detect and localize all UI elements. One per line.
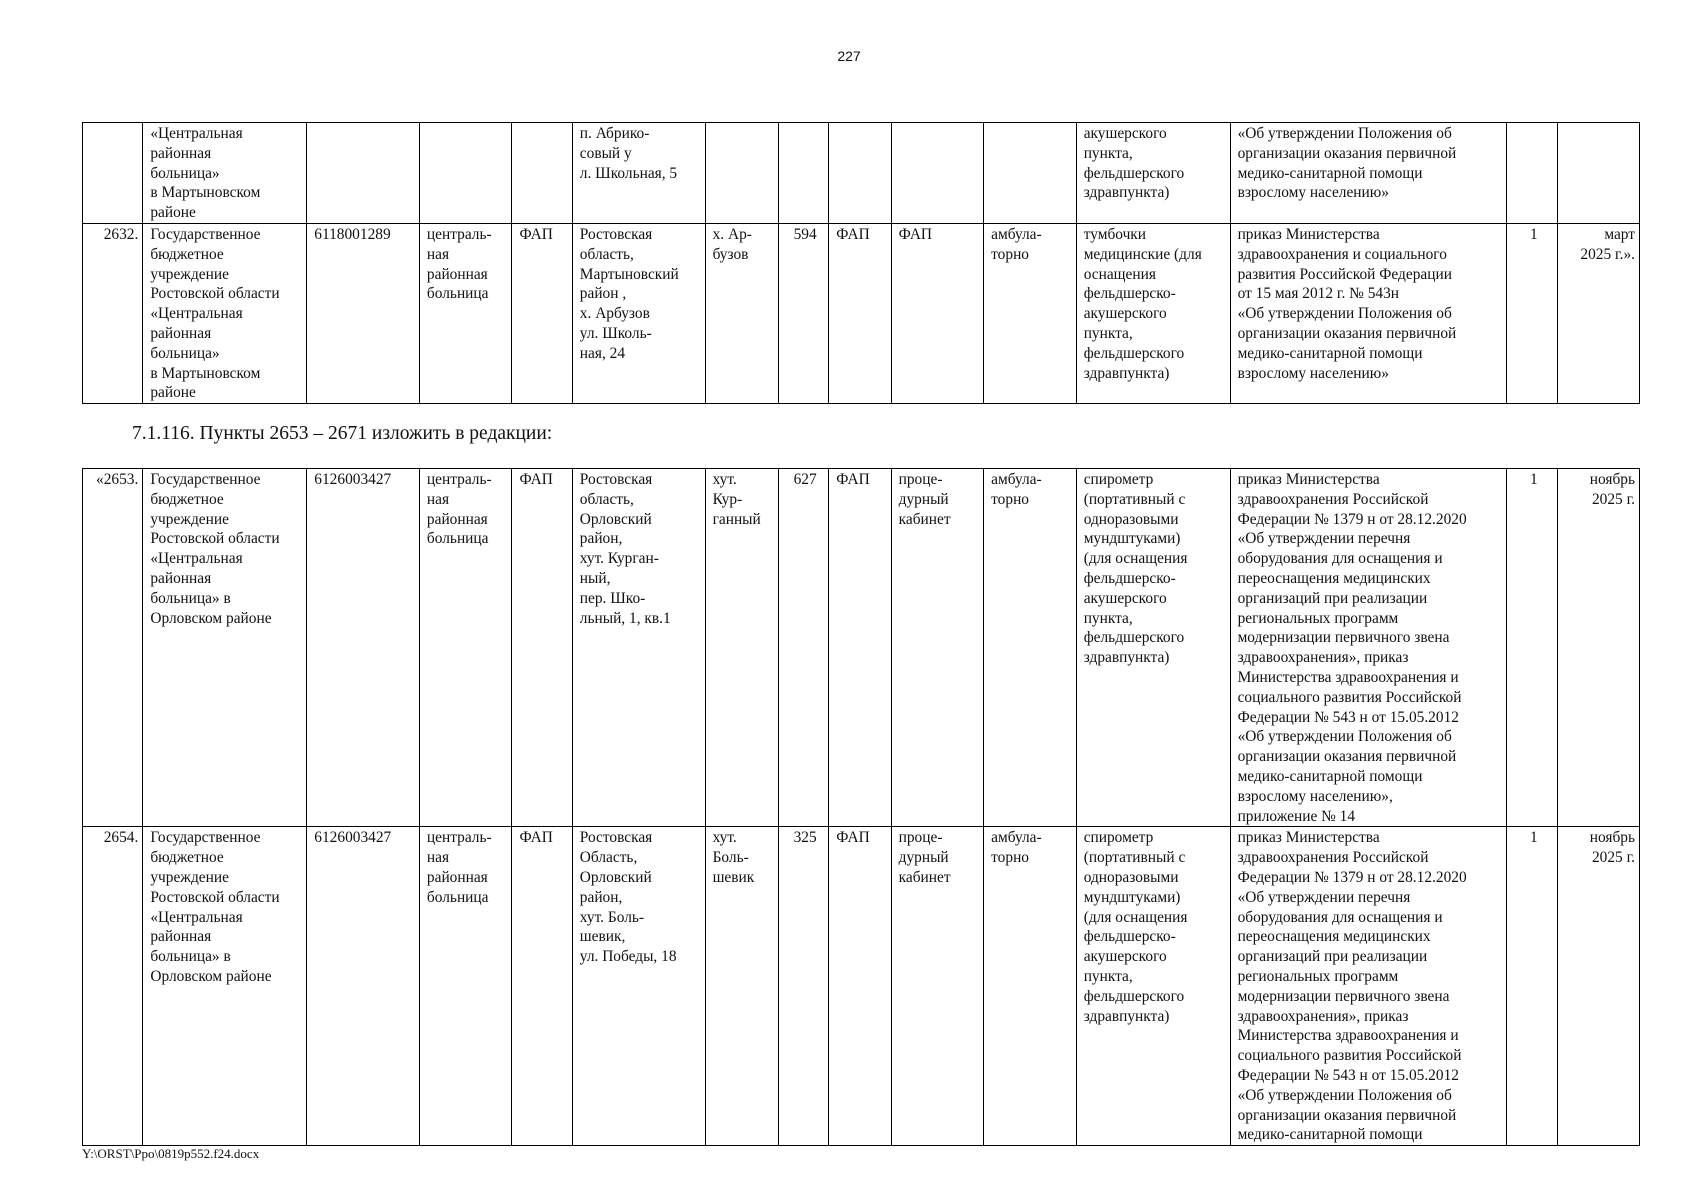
- population-cell: 627: [778, 469, 828, 827]
- equipment-table-continued: [82, 122, 1640, 404]
- room-cell: ФАП: [891, 223, 984, 403]
- address-cell: Ростовская область, Мартыновский район , х. Арбузов ул. Школь- ная, 24: [572, 223, 705, 403]
- equipment-cell: спирометр (портативный с одноразовыми мундштуками) (для оснащения фельдшерско- акушерского пункта, фельдшерского здравпункта): [1076, 827, 1230, 1146]
- legal-basis-cell: приказ Министерства здравоохранения и социального развития Российской Федерации от 15 мая 2012 г. № 543н «Об утверждении Положения об организации оказания первичной медико-санитарной помощи взрослому населению»: [1230, 223, 1507, 403]
- equipment-cell: тумбочки медицинские (для оснащения фельдшерско- акушерского пункта, фельдшерского здравпункта): [1076, 223, 1230, 403]
- institution-type-cell: централь- ная районная больница: [419, 469, 512, 827]
- quantity-cell: 1: [1507, 223, 1558, 403]
- institution-type-cell: централь- ная районная больница: [419, 827, 512, 1146]
- address-cell: Ростовская область, Орловский район, хут. Курган- ный, пер. Шко- льный, 1, кв.1: [572, 469, 705, 827]
- footer-file-path: Y:\ORST\Ppo\0819p552.f24.docx: [82, 1146, 260, 1161]
- table-row: [83, 469, 1640, 827]
- facility-type-cell: ФАП: [512, 827, 572, 1146]
- facility-type-cell: [512, 123, 572, 224]
- deadline-cell: ноябрь 2025 г.: [1558, 469, 1640, 827]
- room-cell: проце- дурный кабинет: [891, 827, 984, 1146]
- deadline-cell: ноябрь 2025 г.: [1558, 827, 1640, 1146]
- inn-cell: 6126003427: [307, 827, 420, 1146]
- deadline-cell: [1558, 123, 1640, 224]
- table-row: [83, 223, 1640, 403]
- legal-basis-cell: приказ Министерства здравоохранения Российской Федерации № 1379 н от 28.12.2020 «Об утверждении перечня оборудования для оснащения и переоснащения медицинских организаций при реализации региональных программ модернизации первичного звена здравоохранения», приказ Министерства здравоохранения и социального развития Российской Федерации № 543 н от 15.05.2012 «Об утверждении Положения об организации оказания первичной медико-санитарной помощи: [1230, 827, 1507, 1146]
- population-cell: 594: [778, 223, 828, 403]
- institution-cell: Государственное бюджетное учреждение Ростовской области «Центральная районная больница» в Орловском районе: [143, 827, 307, 1146]
- equipment-cell: спирометр (портативный с одноразовыми мундштуками) (для оснащения фельдшерско- акушерского пункта, фельдшерского здравпункта): [1076, 469, 1230, 827]
- population-cell: 325: [778, 827, 828, 1146]
- locality-cell: хут. Кур- ганный: [705, 469, 778, 827]
- locality-cell: [705, 123, 778, 224]
- population-cell: [778, 123, 828, 224]
- equipment-cell: акушерского пункта, фельдшерского здравпункта): [1076, 123, 1230, 224]
- legal-basis-cell: приказ Министерства здравоохранения Российской Федерации № 1379 н от 28.12.2020 «Об утверждении перечня оборудования для оснащения и переоснащения медицинских организаций при реализации региональных программ модернизации первичного звена здравоохранения», приказ Министерства здравоохранения и социального развития Российской Федерации № 543 н от 15.05.2012 «Об утверждении Положения об организации оказания первичной медико-санитарной помощи взрослому населению», приложение № 14: [1230, 469, 1507, 827]
- legal-basis-cell: «Об утверждении Положения об организации оказания первичной медико-санитарной помощи взрослому населению»: [1230, 123, 1507, 224]
- row-number-cell: 2654.: [83, 827, 143, 1146]
- address-cell: Ростовская Область, Орловский район, хут. Боль- шевик, ул. Победы, 18: [572, 827, 705, 1146]
- unit-cell: ФАП: [829, 223, 891, 403]
- institution-cell: «Центральная районная больница» в Мартыновском районе: [143, 123, 307, 224]
- page-number: 227: [837, 48, 861, 64]
- institution-cell: Государственное бюджетное учреждение Ростовской области «Центральная районная больница» в Мартыновском районе: [143, 223, 307, 403]
- locality-cell: хут. Боль- шевик: [705, 827, 778, 1146]
- row-number-cell: 2632.: [83, 223, 143, 403]
- institution-type-cell: централь- ная районная больница: [419, 223, 512, 403]
- quantity-cell: 1: [1507, 827, 1558, 1146]
- address-cell: п. Абрико- совый у л. Школьная, 5: [572, 123, 705, 224]
- quantity-cell: [1507, 123, 1558, 224]
- facility-type-cell: ФАП: [512, 223, 572, 403]
- row-number-cell: [83, 123, 143, 224]
- inn-cell: [307, 123, 420, 224]
- section-heading: 7.1.116. Пункты 2653 – 2671 изложить в редакции:: [132, 423, 553, 444]
- row-number-cell: «2653.: [83, 469, 143, 827]
- care-form-cell: [984, 123, 1077, 224]
- unit-cell: ФАП: [829, 827, 891, 1146]
- table-row: [83, 827, 1640, 1146]
- quantity-cell: 1: [1507, 469, 1558, 827]
- unit-cell: ФАП: [829, 469, 891, 827]
- room-cell: [891, 123, 984, 224]
- deadline-cell: март 2025 г.».: [1558, 223, 1640, 403]
- facility-type-cell: ФАП: [512, 469, 572, 827]
- care-form-cell: амбула- торно: [984, 469, 1077, 827]
- inn-cell: 6118001289: [307, 223, 420, 403]
- table-row: [83, 123, 1640, 224]
- equipment-table-new-edition: [82, 468, 1640, 1146]
- care-form-cell: амбула- торно: [984, 223, 1077, 403]
- unit-cell: [829, 123, 891, 224]
- institution-type-cell: [419, 123, 512, 224]
- care-form-cell: амбула- торно: [984, 827, 1077, 1146]
- locality-cell: х. Ар- бузов: [705, 223, 778, 403]
- inn-cell: 6126003427: [307, 469, 420, 827]
- room-cell: проце- дурный кабинет: [891, 469, 984, 827]
- institution-cell: Государственное бюджетное учреждение Ростовской области «Центральная районная больница» в Орловском районе: [143, 469, 307, 827]
